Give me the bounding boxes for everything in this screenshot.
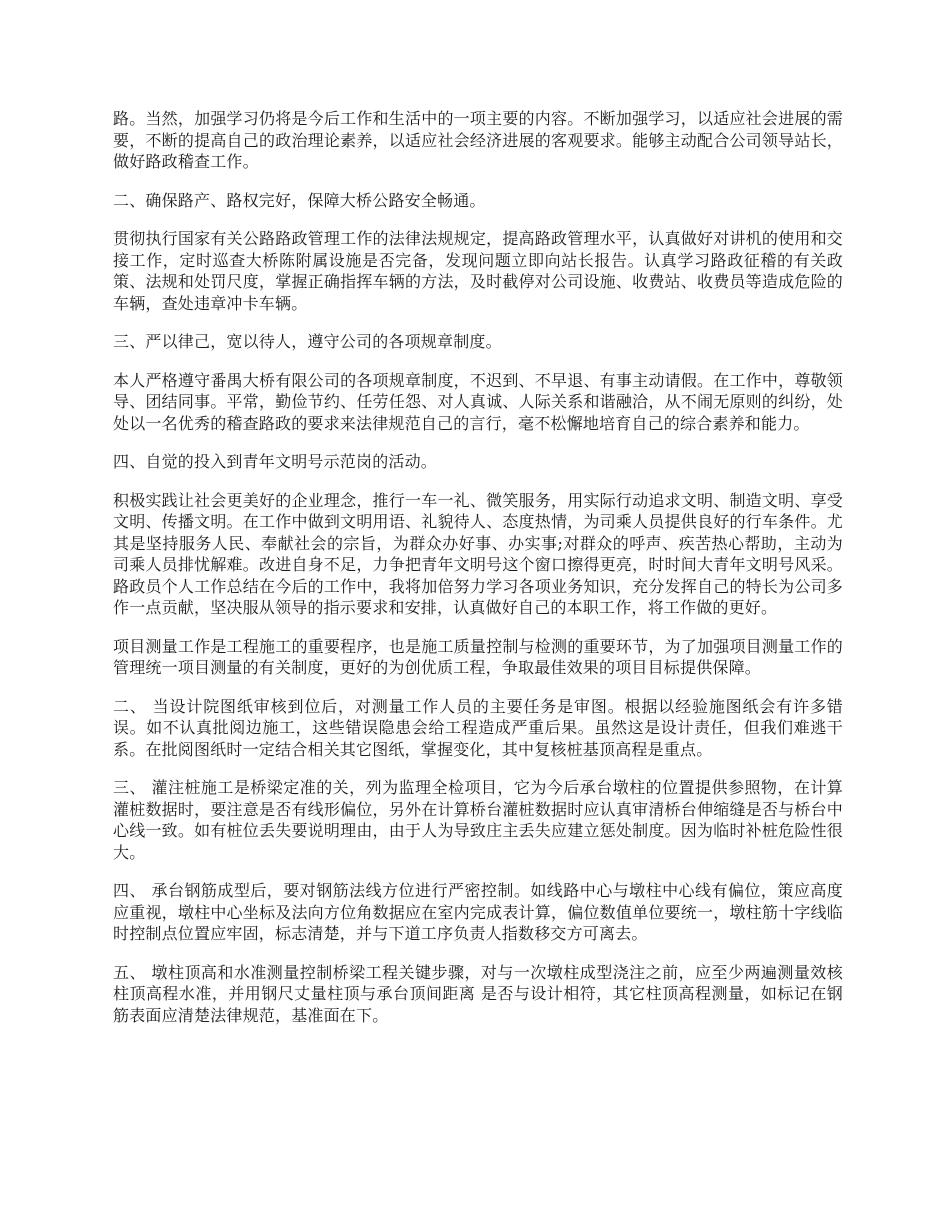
paragraph-pile-construction: 三、 灌注桩施工是桥梁定准的关，列为监理全检项目，它为今后承台墩柱的位置提供参照物，在计算灌桩数据时，要注意是否有线形偏位，另外在计算桥台灌桩数据时应认真审清桥台伸缩缝是否与桥台中心线一致。如有桩位丢失要说明理由，由于人为导致庄主丢失应建立惩处制度。因为临时补桩危险性很大。 <box>113 778 843 862</box>
paragraph-road-administration: 贯彻执行国家有关公路路政管理工作的法律法规规定，提高路政管理水平，认真做好对讲机的使用和交接工作，定时巡查大桥陈附属设施是否完备，发现问题立即向站长报告。认真学习路政征稽的有关政策、法规和处罚尺度，掌握正确指挥车辆的方法，及时截停对公司设施、收费站、收费员等造成危险的车辆，查处违章冲卡车辆。 <box>113 229 843 313</box>
heading-youth-civilization: 四、自觉的投入到青年文明号示范岗的活动。 <box>113 452 438 471</box>
paragraph-survey-intro: 项目测量工作是工程施工的重要程序，也是施工质量控制与检测的重要环节，为了加强项目测量工作的管理统一项目测量的有关制度，更好的为创优质工程，争取最佳效果的项目目标提供保障。 <box>113 636 843 677</box>
document-page <box>113 108 843 1043</box>
heading-self-discipline: 三、严以律己，宽以待人，遵守公司的各项规章制度。 <box>113 332 502 351</box>
heading-road-property: 二、确保路产、路权完好，保障大桥公路安全畅通。 <box>113 190 486 210</box>
paragraph-rules-compliance: 本人严格遵守番禺大桥有限公司的各项规章制度，不迟到、不早退、有事主动请假。在工作中，尊敬领导、团结同事。平常，勤俭节约、任劳任怨、对人真诚、人际关系和谐融洽，从不闹无原则的纠纷，处处以一名优秀的稽查路政的要求来法律规范自己的言行，毫不松懈地培育自己的综合素养和能力。 <box>113 370 843 433</box>
paragraph-civilized-service: 积极实践让社会更美好的企业理念，推行一车一礼、微笑服务，用实际行动追求文明、制造文明、享受文明、传播文明。在工作中做到文明用语、礼貌待人、态度热情，为司乘人员提供良好的行车条件。尤其是坚持服务人民、奉献社会的宗旨，为群众办好事、办实事;对群众的呼声、疾苦热心帮助，主动为司乘人员排忧解难。改进自身不足，力争把青年文明号这个窗口擦得更亮，时时间大青年文明号风采。路政员个人工作总结在今后的工作中，我将加倍努力学习各项业务知识，充分发挥自己的特长为公司多作一点贡献，坚决服从领导的指示要求和安排，认真做好自己的本职工作，将工作做的更好。 <box>113 490 843 617</box>
paragraph-leveling-control: 五、 墩柱顶高和水准测量控制桥梁工程关键步骤，对与一次墩柱成型浇注之前，应至少两遍测量效核柱顶高程水准，并用钢尺丈量柱顶与承台顶间距离 是否与设计相符，其它柱顶高程测量，如标记在钢筋表面应清楚法律规范，基准面在下。 <box>113 962 843 1025</box>
paragraph-study: 路。当然，加强学习仍将是今后工作和生活中的一项主要的内容。不断加强学习，以适应社会进展的需要，不断的提高自己的政治理论素养，以适应社会经济进展的客观要求。能够主动配合公司领导站长，做好路政稽查工作。 <box>113 109 843 171</box>
paragraph-rebar-control: 四、 承台钢筋成型后，要对钢筋法线方位进行严密控制。如线路中心与墩柱中心线有偏位，策应高度应重视，墩柱中心坐标及法向方位角数据应在室内完成表计算，偏位数值单位要统一，墩柱筋十字线临时控制点位置应牢固，标志清楚，并与下道工序负责人指数移交方可离去。 <box>113 881 843 943</box>
paragraph-drawing-review: 二、 当设计院图纸审核到位后，对测量工作人员的主要任务是审图。根据以经验施图纸会有许多错误。如不认真批阅边施工，这些错误隐患会给工程造成严重后果。虽然这是设计责任，但我们难逃干系。在批阅图纸时一定结合相关其它图纸，掌握变化，其中复核桩基顶高程是重点。 <box>113 696 843 759</box>
